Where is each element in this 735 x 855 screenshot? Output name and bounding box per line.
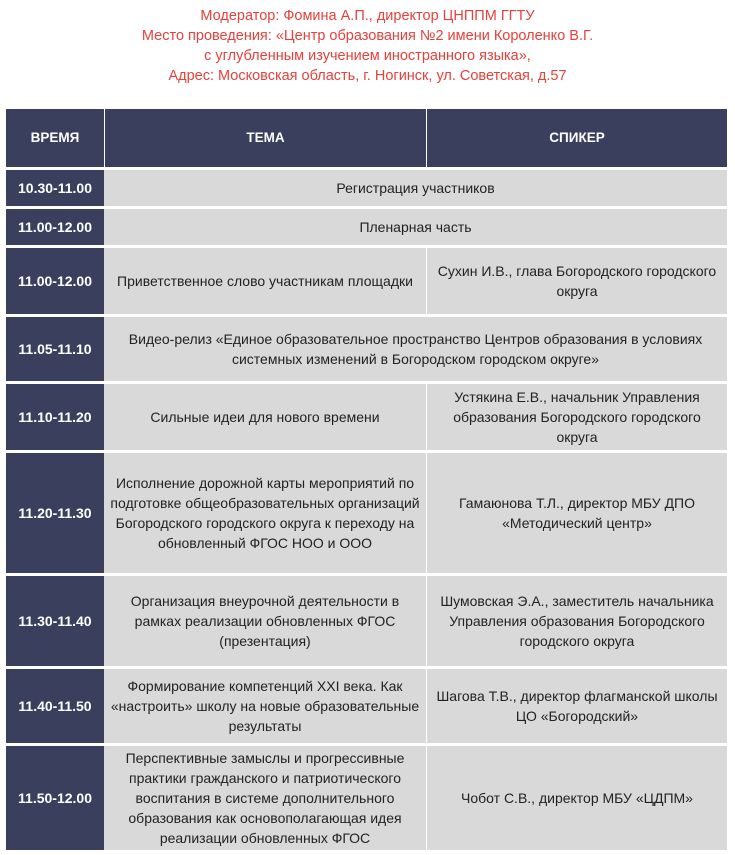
speaker-cell: Шагова Т.В., директор флагманской школы ЦО «Богородский» <box>426 669 727 743</box>
table-row <box>6 170 727 206</box>
topic-cell: Сильные идеи для нового времени <box>104 384 426 450</box>
table-row <box>6 317 727 381</box>
speaker-cell: Устякина Е.В., начальник Управления образования Богородского городского округа <box>426 384 727 450</box>
speaker-cell: Гамаюнова Т.Л., директор МБУ ДПО «Методический центр» <box>426 453 727 573</box>
table-header-row <box>6 109 727 167</box>
event-header <box>0 0 735 86</box>
time-cell: 11.10-11.20 <box>6 384 104 450</box>
column-header-topic: ТЕМА <box>104 109 426 167</box>
speaker-cell: Чобот С.В., директор МБУ «ЦДПМ» <box>426 746 727 850</box>
time-cell: 10.30-11.00 <box>6 170 104 206</box>
table-row <box>6 248 727 314</box>
schedule-table <box>6 106 727 853</box>
time-cell: 11.30-11.40 <box>6 576 104 666</box>
time-cell: 11.40-11.50 <box>6 669 104 743</box>
time-cell: 11.00-12.00 <box>6 209 104 245</box>
topic-cell: Приветственное слово участникам площадки <box>104 248 426 314</box>
time-cell: 11.50-12.00 <box>6 746 104 850</box>
table-row <box>6 669 727 743</box>
topic-cell: Исполнение дорожной карты мероприятий по подготовке общеобразовательных организаций Богородского городского округа к переходу на обновленный ФГОС НОО и ООО <box>104 453 426 573</box>
topic-cell: Видео-релиз «Единое образовательное пространство Центров образования в условиях системных изменений в Богородском городском округе» <box>104 317 727 381</box>
table-row <box>6 453 727 573</box>
time-cell: 11.00-12.00 <box>6 248 104 314</box>
time-cell: 11.05-11.10 <box>6 317 104 381</box>
time-cell: 11.20-11.30 <box>6 453 104 573</box>
topic-cell: Организация внеурочной деятельности в рамках реализации обновленных ФГОС (презентация) <box>104 576 426 666</box>
table-row <box>6 746 727 850</box>
table-row <box>6 209 727 245</box>
column-header-time: ВРЕМЯ <box>6 109 104 167</box>
topic-cell: Пленарная часть <box>104 209 727 245</box>
moderator-line: Модератор: Фомина А.П., директор ЦНППМ ГГТУ <box>200 8 535 24</box>
topic-cell: Регистрация участников <box>104 170 727 206</box>
address-line: Адрес: Московская область, г. Ногинск, ул. Советская, д.57 <box>168 68 567 84</box>
topic-cell: Перспективные замыслы и прогрессивные практики гражданского и патриотического воспитания в системе дополнительного образования как основополагающая идея реализации обновленных ФГОС <box>104 746 426 850</box>
venue-line-1: Место проведения: «Центр образования №2 имени Короленко В.Г. <box>141 28 594 44</box>
column-header-speaker: СПИКЕР <box>426 109 727 167</box>
table-row <box>6 576 727 666</box>
venue-line-2: с углубленным изучением иностранного языка», <box>204 48 531 64</box>
speaker-cell: Сухин И.В., глава Богородского городского округа <box>426 248 727 314</box>
topic-cell: Формирование компетенций XXI века. Как «настроить» школу на новые образовательные результаты <box>104 669 426 743</box>
table-row <box>6 384 727 450</box>
speaker-cell: Шумовская Э.А., заместитель начальника Управления образования Богородского городского округа <box>426 576 727 666</box>
